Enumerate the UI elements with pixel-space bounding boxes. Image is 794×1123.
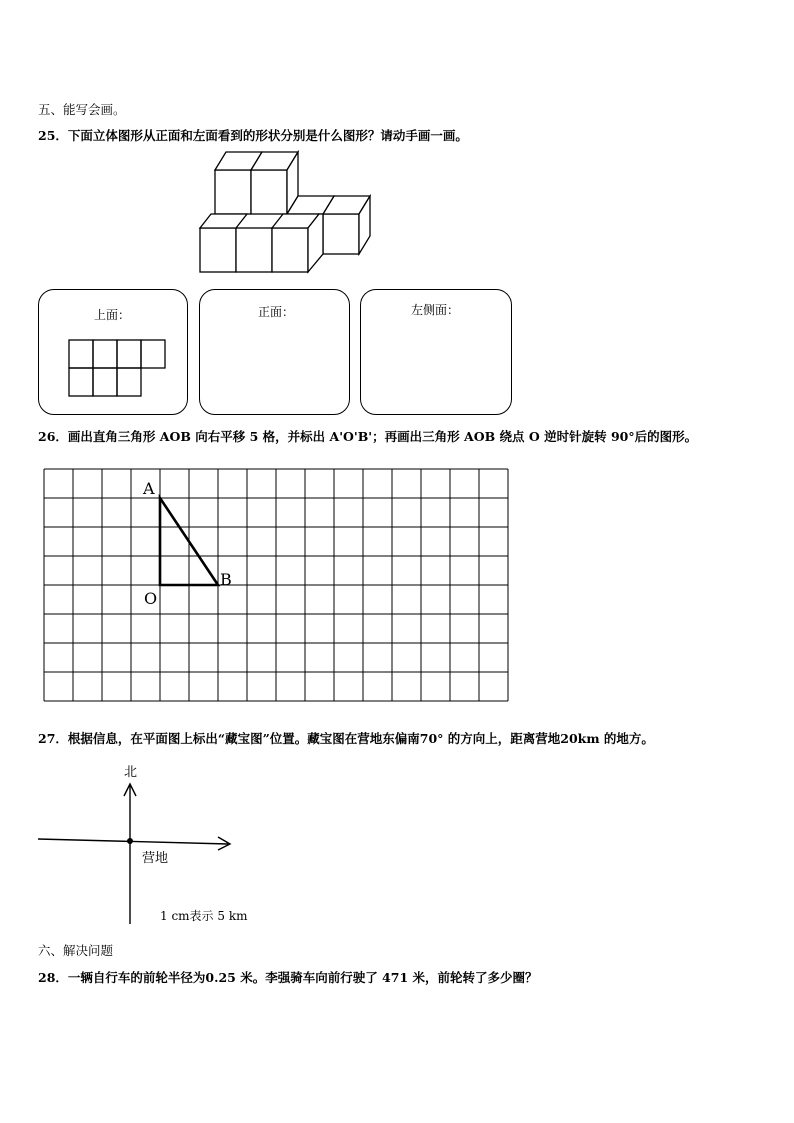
left-view-box[interactable] <box>360 289 512 415</box>
question-25-text: 25．下面立体图形从正面和左面看到的形状分别是什么图形？请动手画一画。 <box>38 128 468 143</box>
question-26-text: 26．画出直角三角形 AOB 向右平移 5 格，并标出 A'O'B'；再画出三角形 AOB 绕点 O 逆时针旋转 90°后的图形。 <box>38 429 698 444</box>
section-title-5: 五、能写会画。 <box>38 102 126 117</box>
front-view-label: 正面： <box>258 305 295 319</box>
left-view-label: 左侧面： <box>411 303 460 317</box>
top-view-box <box>38 289 188 415</box>
scale-label: 1 cm表示 5 km <box>160 909 248 923</box>
question-28-text: 28．一辆自行车的前轮半径为0.25 米。李强骑车向前行驶了 471 米，前轮转了多少圈？ <box>38 970 538 985</box>
cube-solid-figure <box>190 148 390 280</box>
compass-map[interactable] <box>36 760 296 928</box>
question-27-text: 27．根据信息，在平面图上标出“藏宝图”位置。藏宝图在营地东偏南70° 的方向上，距离营地20km 的地方。 <box>38 731 654 746</box>
section-title-6: 六、解决问题 <box>38 943 114 958</box>
point-o-label: O <box>144 589 158 608</box>
front-view-box[interactable] <box>199 289 350 415</box>
top-view-grid <box>68 339 170 399</box>
point-b-label: B <box>220 570 232 589</box>
top-view-label: 上面： <box>94 308 131 322</box>
camp-label: 营地 <box>142 851 169 866</box>
camp-point <box>127 838 133 844</box>
grid-lines <box>44 469 508 701</box>
north-label: 北 <box>124 765 138 780</box>
triangle-grid[interactable] <box>40 466 512 706</box>
point-a-label: A <box>143 479 155 498</box>
